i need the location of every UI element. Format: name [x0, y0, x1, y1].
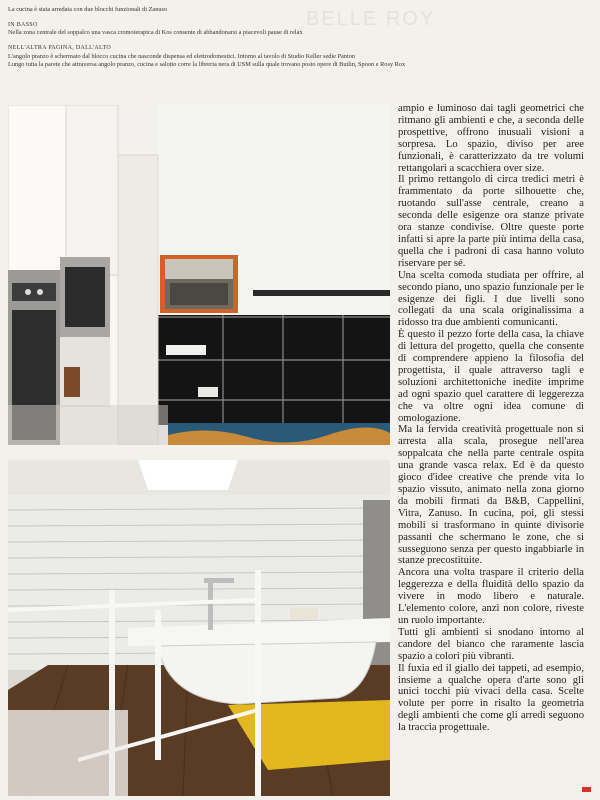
bath-photo	[8, 460, 390, 796]
caption-dining: L'angolo pranzo è schermato dal blocco cucina che nasconde dispensa ed elettrodomestici. Intorno al tavolo di Studio Keller sedie Panton	[8, 52, 356, 60]
caption-library: Lungo tutta la parete che attraversa angolo pranzo, cucina e salotto corre la libreria nera di USM sulla quale trovano posto opere di Butlin, Spoon e Rosy Rox	[8, 60, 406, 68]
article-body	[398, 103, 584, 734]
body-paragraph: Tutti gli ambienti si snodano intorno al candore del bianco che raramente lascia spazio a colori più vibranti.	[398, 626, 584, 662]
body-paragraph: Ancora una volta traspare il criterio della leggerezza e della fluidità dello spazio da vivere in modo libero e naturale. L'elemento colore, anzi non colore, riveste un ruolo importante.	[398, 567, 584, 626]
caption-heading-below: IN BASSO	[8, 21, 38, 28]
show-through-text: BELLE ROY	[306, 8, 436, 30]
body-paragraph: Una scelta comoda studiata per offrire, al secondo piano, uno spazio funzionale per le esigenze dei figli. I due livelli sono collegati da una scala originalissima a ridosso tra due ambienti comunicanti.	[398, 269, 584, 329]
caption-heading-other-page: NELL'ALTRA PAGINA, DALL'ALTO	[8, 45, 111, 52]
caption-kitchen: La cucina è stata arredata con due blocchi funzionali di Zanuso	[8, 6, 168, 13]
body-paragraph: Ma la fervida creatività progettuale non si arresta alla scala, prosegue nell'area soppalcata che nella parte centrale ospita una grande vasca relax. Ed è da questo gioco d'idee creative che prende vita lo spazio vissuto, animato nella zona giorno da mobili firmati da B&B, Cappellini, Vitra, Zanuso. In cucina, poi, gli stessi mobili si trasformano in quinte divisorie passanti che schermano le zone, che si susseguono senza per questo ingabbiarle in stanze precostituite.	[398, 424, 584, 567]
caption-bath: Nella zona centrale del soppalco una vasca cromoterapica di Kos consente di abbandonarsi a piacevoli pause di relax	[8, 29, 303, 37]
body-paragraph: Il primo rettangolo di circa tredici metri è frammentato da porte silhouette che, ruotando sull'asse centrale, creano a seconda delle esigenze ora stanze private ora stanze condivise. Oltre queste porte infatti si apre la parte più intima della casa, quella che i padroni di casa hanno voluto riservare per sé.	[398, 174, 584, 269]
kitchen-photo	[8, 105, 390, 445]
body-paragraph: Il fuxia ed il giallo dei tappeti, ad esempio, insieme a qualche opera d'arte sono gli unici tocchi più vivaci della casa. Scelte volute per porre in risalto la geometria degli ambienti che come gli arredi seguono la traccia progettuale.	[398, 662, 584, 734]
page-marker	[582, 787, 591, 792]
body-paragraph: ampio e luminoso dai tagli geometrici che ritmano gli ambienti e che, a seconda delle prospettive, offrono inusuali visioni a sorpresa. Lo spazio, diviso per aree funzionali, è caratterizzato da tre volumi rettangolari a scacchiera over size.	[398, 103, 584, 174]
body-paragraph: È questo il pezzo forte della casa, la chiave di lettura del progetto, quella che consente di comprendere appieno la filosofia del progettista, il quale attraverso tagli e soluzioni architettoniche inedite imprime ad ogni spazio quel carattere di leggerezza che va oltre ogni idea comune di omologazione.	[398, 329, 584, 424]
